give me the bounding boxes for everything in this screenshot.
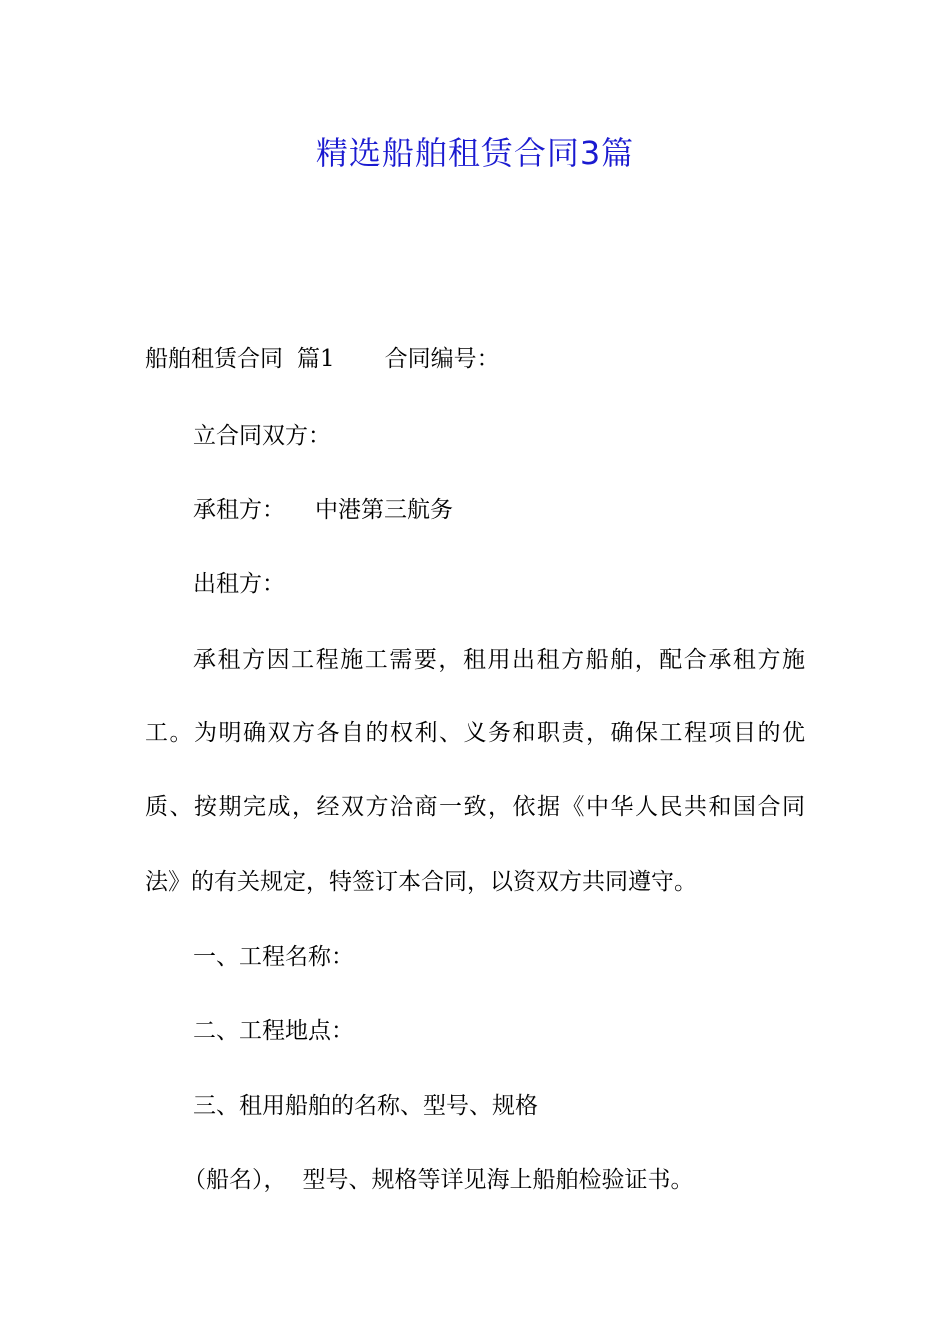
vessel-detail-text: 型号、规格等详见海上船舶检验证书。	[302, 1167, 694, 1193]
part-label: 篇1	[297, 346, 335, 372]
item-project-name: 一、工程名称：	[193, 944, 354, 970]
lessee-line	[193, 494, 453, 526]
vessel-name-placeholder: （船名），	[183, 1167, 287, 1193]
document-title: 精选船舶租赁合同3篇	[315, 134, 635, 172]
vessel-name-line	[183, 1164, 694, 1196]
lessee-name: 中港第三航务	[315, 497, 453, 523]
paragraph-line-1: 承租方因工程施工需要，租用出租方船舶，配合承租方施	[193, 647, 805, 673]
lessor-label: 出租方：	[193, 571, 285, 597]
item-vessel-specs: 三、租用船舶的名称、型号、规格	[193, 1093, 538, 1119]
paragraph-line-4: 法》的有关规定，特签订本合同，以资双方共同遵守。	[145, 869, 697, 895]
paragraph-line-3: 质、按期完成，经双方洽商一致，依据《中华人民共和国合同	[145, 794, 805, 820]
contract-number-label: 合同编号：	[384, 346, 500, 372]
lessee-label: 承租方：	[193, 497, 285, 523]
contract-title: 船舶租赁合同	[145, 346, 283, 372]
parties-label: 立合同双方：	[193, 423, 331, 449]
item-project-location: 二、工程地点：	[193, 1018, 354, 1044]
paragraph-line-2: 工。为明确双方各自的权利、义务和职责，确保工程项目的优	[145, 720, 805, 746]
contract-heading-line	[145, 343, 500, 375]
